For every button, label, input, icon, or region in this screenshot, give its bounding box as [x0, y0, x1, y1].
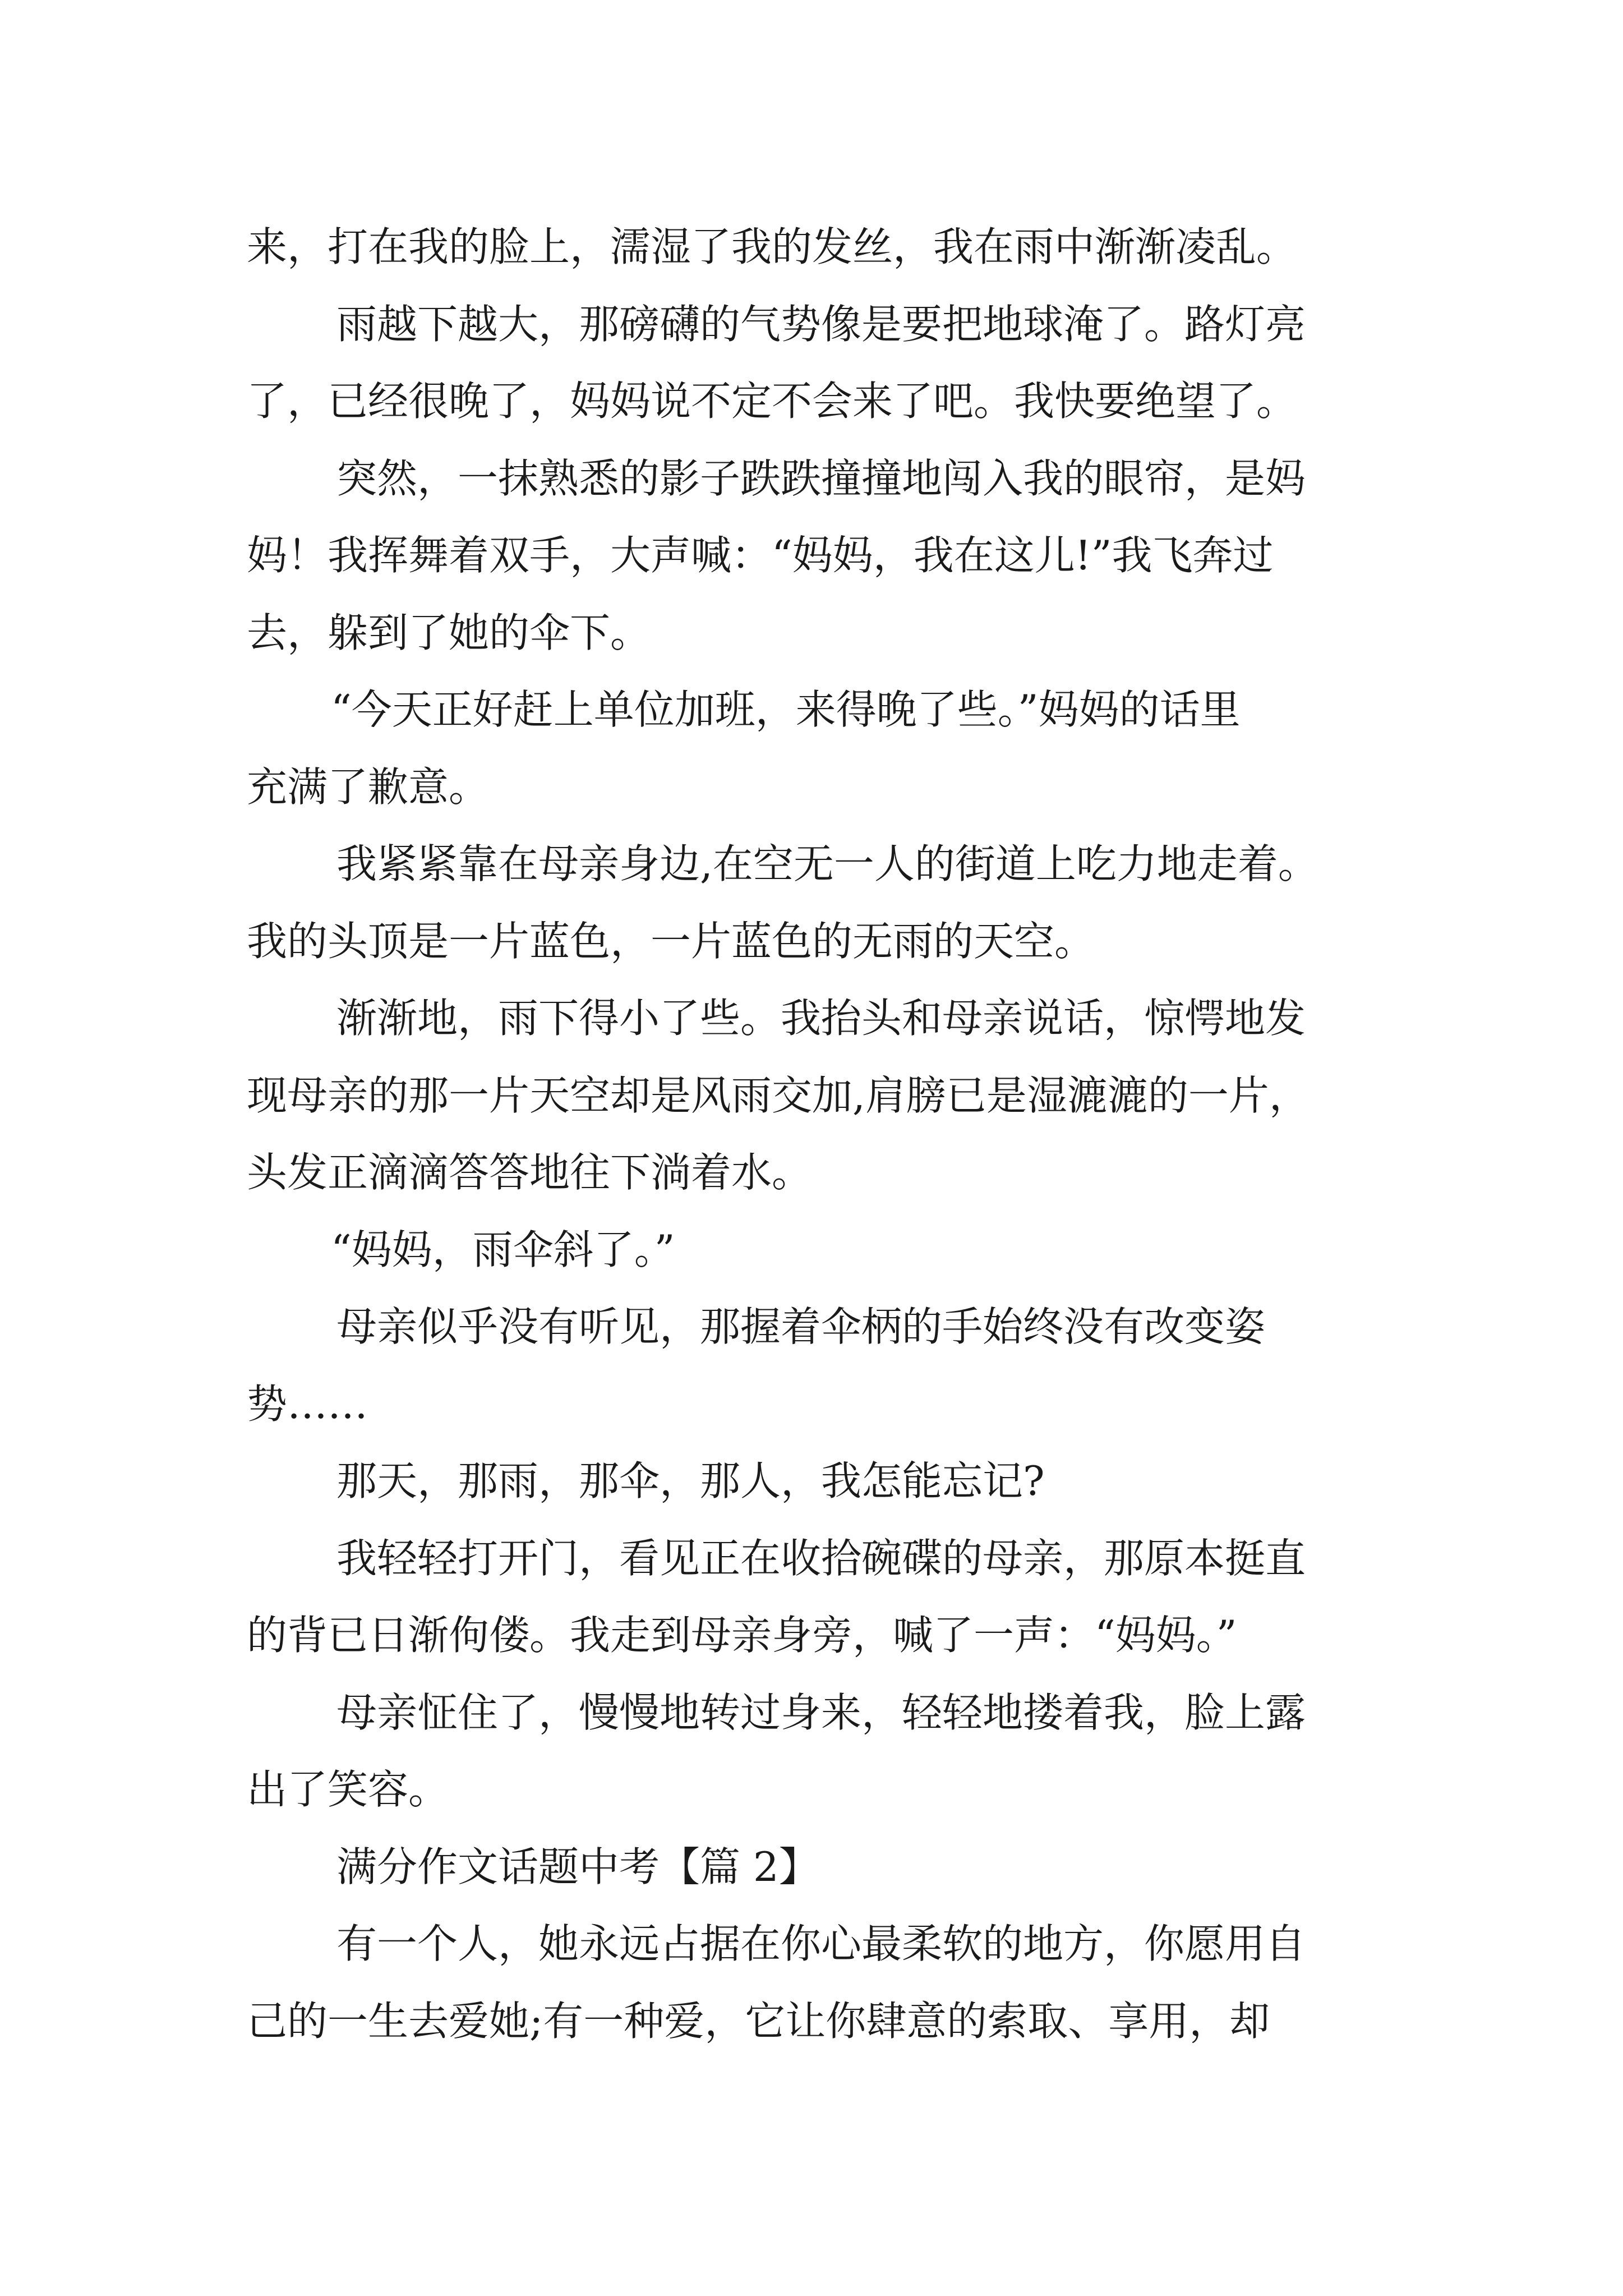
text-line: 出了笑容。	[247, 1766, 449, 1813]
paragraph-start: 突然，一抹熟悉的影子跌跌撞撞地闯入我的眼帘，是妈	[336, 455, 1306, 502]
paragraph-start: 母亲怔住了，慢慢地转过身来，轻轻地搂着我，脸上露	[336, 1689, 1306, 1736]
text-line: 现母亲的那一片天空却是风雨交加,肩膀已是湿漉漉的一片，	[247, 1072, 1310, 1119]
text-line: 头发正滴滴答答地往下淌着水。	[247, 1149, 813, 1196]
paragraph-start: 我轻轻打开门，看见正在收拾碗碟的母亲，那原本挺直	[336, 1535, 1306, 1582]
paragraph-start: 母亲似乎没有听见，那握着伞柄的手始终没有改变姿	[336, 1303, 1266, 1350]
text-line: 我的头顶是一片蓝色，一片蓝色的无雨的天空。	[247, 918, 1095, 965]
paragraph-start: “今天正好赶上单位加班，来得晚了些。”妈妈的话里	[331, 686, 1241, 733]
text-line: 的背已日渐佝偻。我走到母亲身旁，喊了一声：“妈妈。”	[247, 1612, 1237, 1659]
paragraph-start: 有一个人，她永远占据在你心最柔软的地方，你愿用自	[336, 1920, 1306, 1967]
text-line: 来，打在我的脸上，濡湿了我的发丝，我在雨中渐渐凌乱。	[247, 223, 1297, 270]
paragraph-start: 雨越下越大，那磅礴的气势像是要把地球淹了。路灯亮	[336, 301, 1306, 348]
text-line: 去，躲到了她的伞下。	[247, 609, 651, 656]
text-line: 了，已经很晚了，妈妈说不定不会来了吧。我快要绝望了。	[247, 378, 1297, 425]
paragraph-start: 我紧紧靠在母亲身边,在空无一人的街道上吃力地走着。	[336, 840, 1318, 887]
paragraph-start: 那天，那雨，那伞，那人，我怎能忘记?	[336, 1457, 1045, 1504]
section-heading: 满分作文话题中考【篇 2】	[336, 1843, 819, 1890]
text-line: 妈！我挥舞着双手，大声喊：“妈妈，我在这儿!”我飞奔过	[247, 532, 1274, 579]
text-line: 势……	[247, 1381, 368, 1428]
text-line: 己的一生去爱她;有一种爱，它让你肆意的索取、享用，却	[247, 1998, 1270, 2045]
paragraph-start: “妈妈，雨伞斜了。”	[331, 1226, 675, 1273]
paragraph-start: 渐渐地，雨下得小了些。我抬头和母亲说话，惊愕地发	[336, 995, 1306, 1042]
text-line: 充满了歉意。	[247, 763, 490, 811]
